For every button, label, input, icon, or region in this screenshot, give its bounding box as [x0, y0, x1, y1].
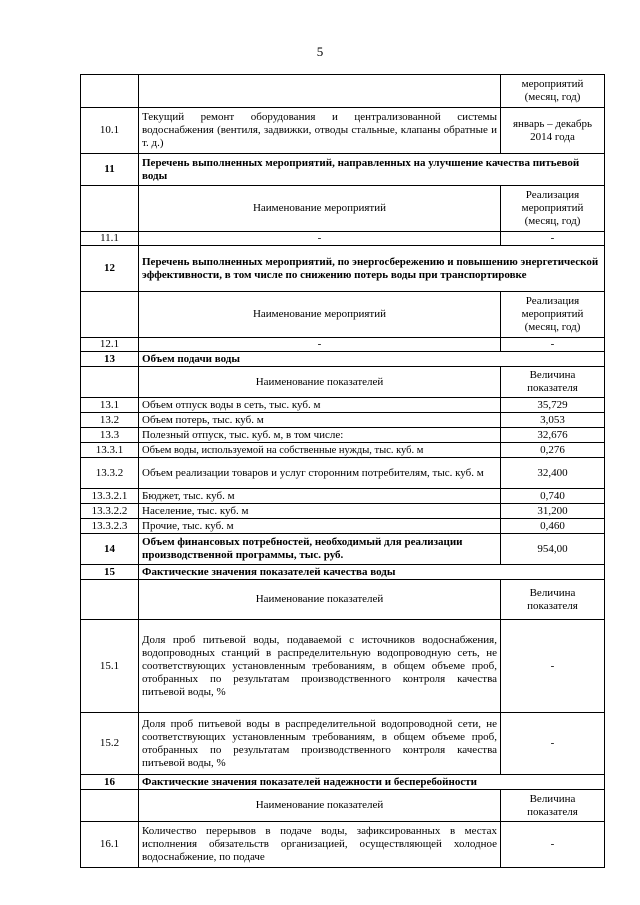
row-text: -	[139, 338, 501, 352]
table-header-row	[81, 580, 605, 620]
row-text: Текущий ремонт оборудования и централизованной системы водоснабжения (вентиля, задвижки, отводы стальные, клапаны обратные и т. д.)	[139, 108, 501, 154]
row-value: 3,053	[501, 413, 605, 428]
row-number	[81, 75, 139, 108]
row-text: Количество перерывов в подаче воды, зафиксированных в местах исполнения обязательств организацией, осуществляющей холодное водоснабжение, по подаче	[139, 822, 501, 868]
row-number: 13.3.1	[81, 443, 139, 458]
column-header: Реализация мероприятий (месяц, год)	[501, 292, 605, 338]
table-row	[81, 428, 605, 443]
section-number: 15	[81, 565, 139, 580]
section-title: Перечень выполненных мероприятий, по энергосбережению и повышению энергетической эффективности, в том числе по снижению потерь воды при транспортировке	[139, 246, 605, 292]
table-row	[81, 443, 605, 458]
table-header-row	[81, 790, 605, 822]
table-header-row	[81, 186, 605, 232]
row-text: Объем воды, используемой на собственные нужды, тыс. куб. м	[139, 443, 501, 458]
page-number: 5	[316, 44, 324, 59]
table-row	[81, 519, 605, 534]
row-number	[81, 790, 139, 822]
column-header: Величина показателя	[501, 367, 605, 398]
row-number: 13.3.2	[81, 458, 139, 489]
table-row	[81, 398, 605, 413]
column-header: Наименование мероприятий	[139, 186, 501, 232]
row-value: -	[501, 620, 605, 713]
section-row	[81, 154, 605, 186]
row-number: 13.3	[81, 428, 139, 443]
row-text: Объем отпуск воды в сеть, тыс. куб. м	[139, 398, 501, 413]
column-header: Наименование показателей	[139, 790, 501, 822]
row-text: Объем потерь, тыс. куб. м	[139, 413, 501, 428]
row-number	[81, 186, 139, 232]
row-value: 32,400	[501, 458, 605, 489]
table-row	[81, 713, 605, 775]
row-text: Население, тыс. куб. м	[139, 504, 501, 519]
table-row	[81, 489, 605, 504]
row-number: 13.3.2.3	[81, 519, 139, 534]
column-header: Величина показателя	[501, 580, 605, 620]
section-row	[81, 775, 605, 790]
table-row	[81, 413, 605, 428]
column-header: Наименование мероприятий	[139, 292, 501, 338]
section-title: Объем подачи воды	[139, 352, 605, 367]
row-text: Доля проб питьевой воды, подаваемой с источников водоснабжения, водопроводных станций в распределительную водопроводную сеть, не соответствующих установленным требованиям, в общем объеме проб, отобранных по результатам производственного контроля качества питьевой воды, %	[139, 620, 501, 713]
section-number: 16	[81, 775, 139, 790]
section-number: 11	[81, 154, 139, 186]
section-row	[81, 352, 605, 367]
row-text	[139, 75, 501, 108]
table-row	[81, 822, 605, 868]
section-title: Объем финансовых потребностей, необходимый для реализации производственной программы, тыс. руб.	[139, 534, 501, 565]
table-row	[81, 458, 605, 489]
row-text: -	[139, 232, 501, 246]
table-row	[81, 504, 605, 519]
table-header-row	[81, 367, 605, 398]
column-header: Наименование показателей	[139, 580, 501, 620]
row-value: 0,276	[501, 443, 605, 458]
row-value: -	[501, 822, 605, 868]
table-row	[81, 108, 605, 154]
row-value: -	[501, 338, 605, 352]
table-row	[81, 75, 605, 108]
row-value: 0,740	[501, 489, 605, 504]
row-text: Прочие, тыс. куб. м	[139, 519, 501, 534]
row-number	[81, 292, 139, 338]
section-title: Фактические значения показателей качества воды	[139, 565, 605, 580]
row-text: Объем реализации товаров и услуг сторонним потребителям, тыс. куб. м	[139, 458, 501, 489]
row-number: 13.3.2.2	[81, 504, 139, 519]
row-number: 13.2	[81, 413, 139, 428]
column-header: Наименование показателей	[139, 367, 501, 398]
row-text: Полезный отпуск, тыс. куб. м, в том числе:	[139, 428, 501, 443]
table-row	[81, 338, 605, 352]
row-text: Бюджет, тыс. куб. м	[139, 489, 501, 504]
row-value: январь – декабрь 2014 года	[501, 108, 605, 154]
table-row	[81, 620, 605, 713]
section-row	[81, 565, 605, 580]
section-number: 13	[81, 352, 139, 367]
table-header-row	[81, 292, 605, 338]
row-number: 13.1	[81, 398, 139, 413]
production-program-table	[80, 74, 605, 868]
row-number: 12.1	[81, 338, 139, 352]
row-value: 0,460	[501, 519, 605, 534]
row-number: 11.1	[81, 232, 139, 246]
row-number: 15.1	[81, 620, 139, 713]
row-number: 10.1	[81, 108, 139, 154]
column-header: Величина показателя	[501, 790, 605, 822]
row-number	[81, 367, 139, 398]
section-title: Фактические значения показателей надежности и бесперебойности	[139, 775, 605, 790]
section-number: 14	[81, 534, 139, 565]
section-number: 12	[81, 246, 139, 292]
column-header: мероприятий (месяц, год)	[501, 75, 605, 108]
table-row	[81, 232, 605, 246]
row-text: Доля проб питьевой воды в распределительной водопроводной сети, не соответствующих установленным требованиям, в общем объеме проб, отобранных по результатам производственного контроля качества питьевой воды, %	[139, 713, 501, 775]
row-number: 13.3.2.1	[81, 489, 139, 504]
row-value: 31,200	[501, 504, 605, 519]
row-value: 35,729	[501, 398, 605, 413]
row-value: 954,00	[501, 534, 605, 565]
row-number: 16.1	[81, 822, 139, 868]
section-row	[81, 246, 605, 292]
row-number	[81, 580, 139, 620]
row-value: -	[501, 232, 605, 246]
row-value: 32,676	[501, 428, 605, 443]
row-value: -	[501, 713, 605, 775]
section-row	[81, 534, 605, 565]
column-header: Реализация мероприятий (месяц, год)	[501, 186, 605, 232]
section-title: Перечень выполненных мероприятий, направленных на улучшение качества питьевой воды	[139, 154, 605, 186]
row-number: 15.2	[81, 713, 139, 775]
